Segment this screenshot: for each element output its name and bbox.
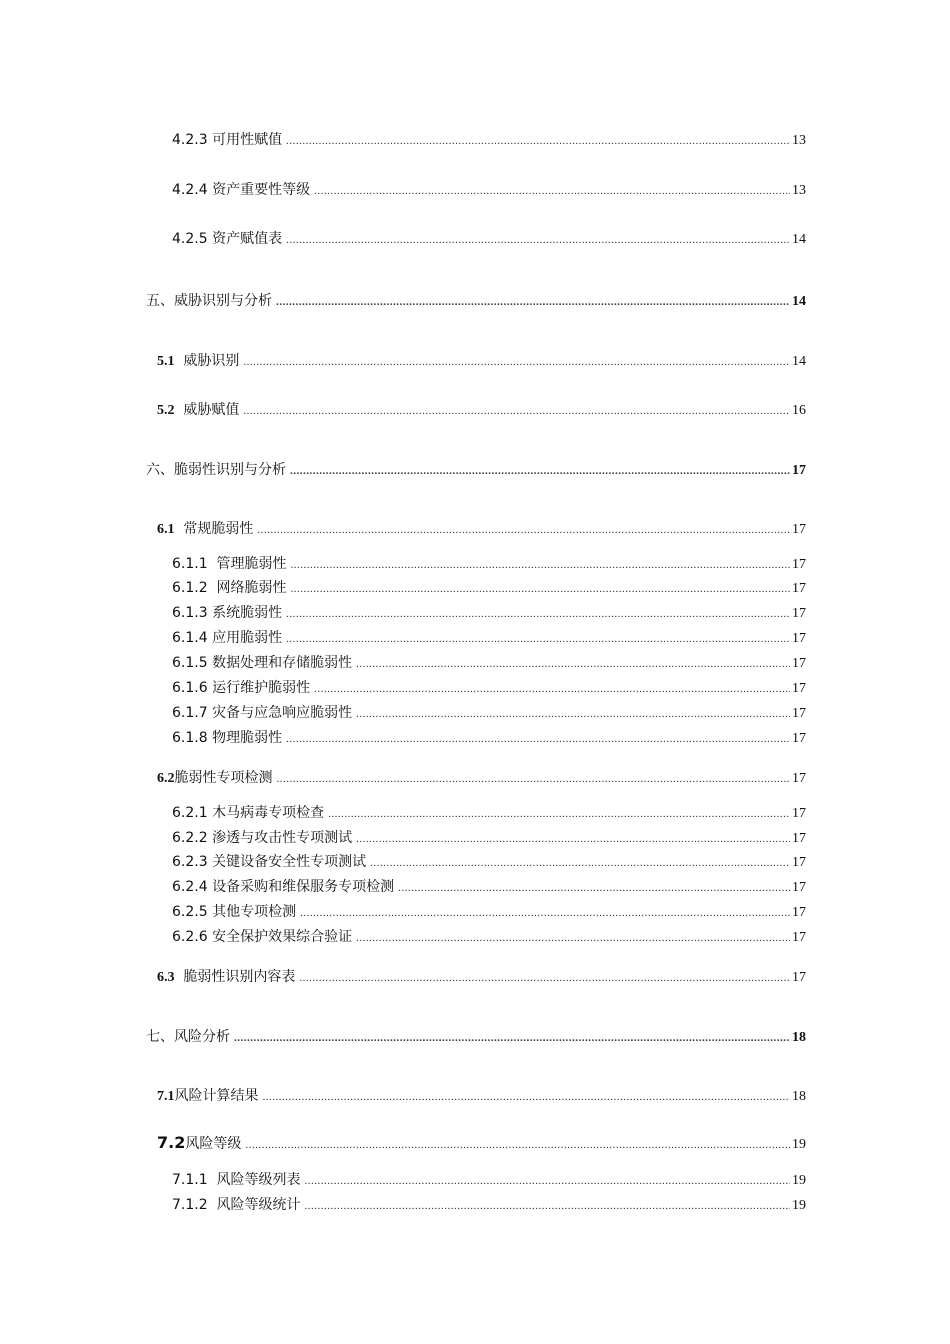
toc-label: 数据处理和存储脆弱性 (212, 655, 353, 671)
dot-leader (356, 928, 790, 947)
toc-page: 17 (792, 581, 806, 596)
dot-leader (370, 853, 790, 872)
toc-page: 17 (792, 970, 806, 985)
toc-entry-6-1-2[interactable] (172, 579, 806, 598)
dot-leader (328, 804, 790, 823)
toc-label: 可用性赋值 (212, 132, 283, 148)
toc-entry-6-1-6[interactable] (172, 679, 806, 698)
toc-page: 17 (792, 731, 806, 746)
dot-leader (299, 968, 790, 987)
toc-number: 6.2.4 (172, 879, 208, 895)
toc-number: 6.2.6 (172, 929, 208, 945)
toc-page: 16 (792, 403, 806, 418)
toc-number: 7.1.2 (172, 1197, 208, 1213)
toc-number: 6.1.2 (172, 580, 208, 596)
toc-label: 安全保护效果综合验证 (212, 929, 353, 945)
toc-number: 6.1.8 (172, 730, 208, 746)
toc-entry-7-1[interactable] (157, 1087, 806, 1106)
dot-leader (243, 401, 790, 420)
toc-chapter-6[interactable] (146, 461, 806, 480)
toc-label: 运行维护脆弱性 (212, 680, 311, 696)
toc-number: 6.1 (157, 522, 175, 537)
toc-page: 17 (792, 806, 806, 821)
toc-label: 设备采购和维保服务专项检测 (212, 879, 395, 895)
dot-leader (305, 1196, 790, 1215)
dot-leader (291, 555, 790, 574)
toc-entry-6-1-5[interactable] (172, 654, 806, 673)
toc-entry-6-2-2[interactable] (172, 829, 806, 848)
dot-leader (356, 654, 790, 673)
toc-page: 17 (792, 522, 806, 537)
toc-page: 17 (792, 631, 806, 646)
toc-number: 6.1.7 (172, 705, 208, 721)
toc-label: 渗透与攻击性专项测试 (212, 830, 353, 846)
toc-label: 网络脆弱性 (216, 580, 287, 596)
toc-page: 17 (792, 706, 806, 721)
dot-leader (286, 629, 790, 648)
toc-label: 物理脆弱性 (212, 730, 283, 746)
toc-page: 17 (792, 771, 806, 786)
toc-page: 17 (792, 930, 806, 945)
toc-page: 19 (792, 1137, 806, 1152)
toc-page: 19 (792, 1173, 806, 1188)
toc-number: 6.3 (157, 970, 175, 985)
toc-number: 五、 (146, 293, 174, 309)
toc-label: 脆弱性识别内容表 (183, 969, 296, 985)
dot-leader (245, 1135, 790, 1154)
toc-entry-6-2-3[interactable] (172, 853, 806, 872)
toc-page: 13 (792, 133, 806, 148)
toc-entry-6-1-8[interactable] (172, 729, 806, 748)
dot-leader (234, 1028, 790, 1047)
toc-entry-6-2-1[interactable] (172, 804, 806, 823)
toc-page: 17 (792, 557, 806, 572)
toc-chapter-7[interactable] (146, 1028, 806, 1047)
toc-label: 管理脆弱性 (216, 556, 287, 572)
toc-page: 14 (792, 294, 806, 309)
toc-entry-6-2[interactable] (157, 769, 806, 788)
toc-label: 威胁赋值 (183, 402, 240, 418)
toc-page: 17 (792, 855, 806, 870)
toc-entry-6-1-7[interactable] (172, 704, 806, 723)
toc-label: 威胁识别 (183, 353, 240, 369)
toc-number: 6.2 (157, 771, 175, 786)
toc-label: 其他专项检测 (212, 904, 297, 920)
toc-entry-4-2-4[interactable] (172, 181, 806, 200)
dot-leader (305, 1171, 790, 1190)
toc-label: 风险分析 (174, 1029, 230, 1045)
toc-number: 6.1.4 (172, 630, 208, 646)
toc-number: 4.2.5 (172, 231, 208, 247)
toc-entry-6-1-1[interactable] (172, 555, 806, 574)
toc-page: 17 (792, 463, 806, 478)
toc-number: 7.2 (157, 1133, 186, 1152)
dot-leader (314, 181, 790, 200)
toc-entry-6-2-4[interactable] (172, 878, 806, 897)
dot-leader (398, 878, 790, 897)
toc-number: 6.1.3 (172, 605, 208, 621)
toc-label: 应用脆弱性 (212, 630, 283, 646)
dot-leader (290, 461, 790, 480)
toc-page: 18 (792, 1089, 806, 1104)
toc-label: 威胁识别与分析 (174, 293, 272, 309)
toc-label: 关键设备安全性专项测试 (212, 854, 367, 870)
dot-leader (276, 292, 790, 311)
toc-entry-6-2-5[interactable] (172, 903, 806, 922)
toc-entry-6-1-4[interactable] (172, 629, 806, 648)
toc-entry-4-2-3[interactable] (172, 131, 806, 150)
dot-leader (286, 604, 790, 623)
toc-number: 6.1.1 (172, 556, 208, 572)
toc-page: 17 (792, 681, 806, 696)
toc-number: 5.1 (157, 354, 175, 369)
toc-number: 6.2.3 (172, 854, 208, 870)
dot-leader (243, 352, 790, 371)
dot-leader (356, 829, 790, 848)
toc-page: 18 (792, 1030, 806, 1045)
toc-label: 风险等级列表 (216, 1172, 301, 1188)
toc-entry-6-1[interactable] (157, 520, 806, 539)
toc-number: 7.1.1 (172, 1172, 208, 1188)
dot-leader (300, 903, 790, 922)
toc-label: 脆弱性识别与分析 (174, 462, 286, 478)
toc-entry-5-2[interactable] (157, 401, 806, 420)
toc-label: 资产重要性等级 (212, 182, 311, 198)
toc-page: 17 (792, 831, 806, 846)
toc-number: 7.1 (157, 1089, 175, 1104)
toc-label: 灾备与应急响应脆弱性 (212, 705, 353, 721)
toc-entry-6-2-6[interactable] (172, 928, 806, 947)
toc-label: 脆弱性专项检测 (174, 770, 273, 786)
toc-entry-4-2-5[interactable] (172, 230, 806, 249)
toc-page: 13 (792, 183, 806, 198)
toc-number: 4.2.4 (172, 182, 208, 198)
toc-entry-7-2[interactable] (157, 1134, 806, 1154)
toc-label: 风险等级统计 (216, 1197, 301, 1213)
dot-leader (286, 729, 790, 748)
toc-entry-7-1-2[interactable] (172, 1196, 806, 1215)
toc-page: 14 (792, 232, 806, 247)
toc-label: 常规脆弱性 (183, 521, 254, 537)
toc-label: 系统脆弱性 (212, 605, 283, 621)
toc-number: 6.2.2 (172, 830, 208, 846)
toc-number: 5.2 (157, 403, 175, 418)
toc-number: 6.1.5 (172, 655, 208, 671)
toc-number: 6.2.5 (172, 904, 208, 920)
toc-label: 风险等级 (185, 1136, 242, 1152)
toc-number: 6.1.6 (172, 680, 208, 696)
toc-label: 资产赋值表 (212, 231, 283, 247)
toc-number: 七、 (146, 1029, 174, 1045)
toc-number: 4.2.3 (172, 132, 208, 148)
toc-label: 木马病毒专项检查 (212, 805, 325, 821)
toc-label: 风险计算结果 (174, 1088, 259, 1104)
toc-page: 14 (792, 354, 806, 369)
dot-leader (277, 769, 791, 788)
dot-leader (356, 704, 790, 723)
toc-page: 17 (792, 905, 806, 920)
dot-leader (257, 520, 790, 539)
dot-leader (314, 679, 790, 698)
toc-page: 17 (792, 606, 806, 621)
dot-leader (286, 131, 790, 150)
dot-leader (263, 1087, 791, 1106)
toc-entry-5-1[interactable] (157, 352, 806, 371)
toc-number: 六、 (146, 462, 174, 478)
toc-entry-6-3[interactable] (157, 968, 806, 987)
dot-leader (286, 230, 790, 249)
dot-leader (291, 579, 790, 598)
toc-page: 17 (792, 656, 806, 671)
toc-page: 17 (792, 880, 806, 895)
toc-entry-6-1-3[interactable] (172, 604, 806, 623)
toc-entry-7-1-1[interactable] (172, 1171, 806, 1190)
toc-number: 6.2.1 (172, 805, 208, 821)
toc-page: 19 (792, 1198, 806, 1213)
toc-chapter-5[interactable] (146, 292, 806, 311)
